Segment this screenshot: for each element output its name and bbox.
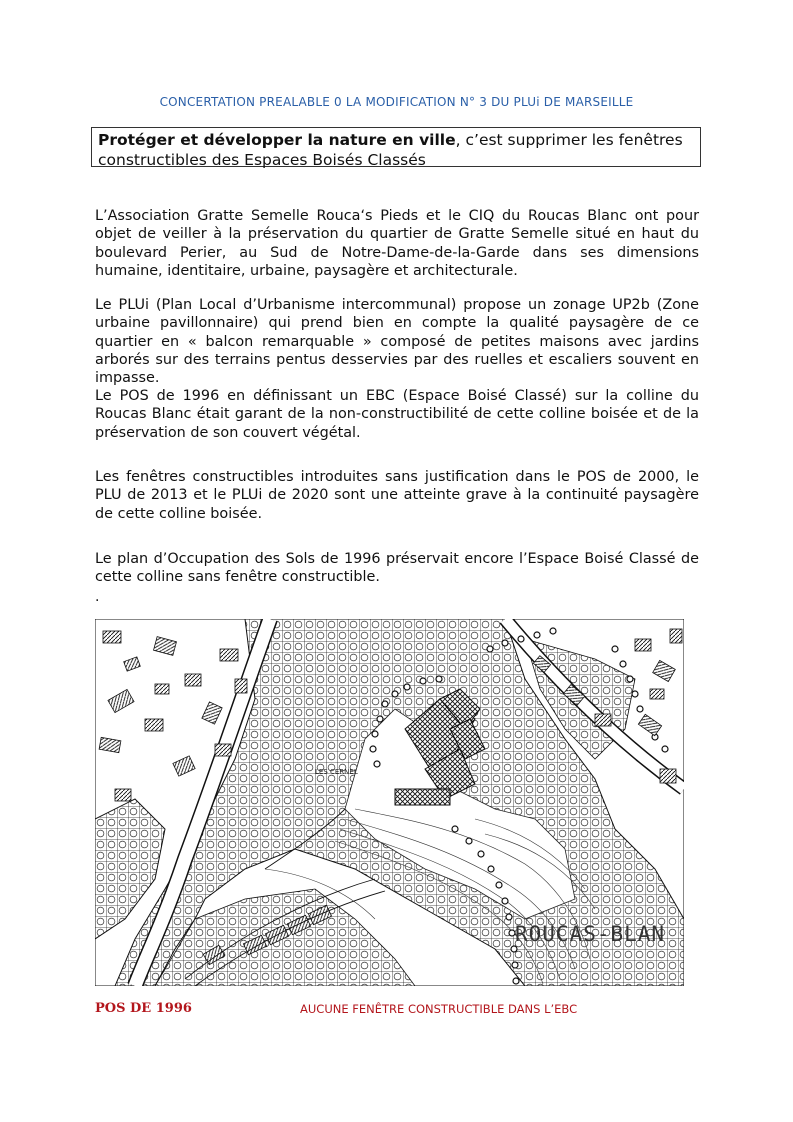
map-small-label: LES CERNEL (315, 768, 358, 776)
title-box (91, 127, 701, 167)
paragraph-association: L’Association Gratte Semelle Rouca‘s Pieds et le CIQ du Roucas Blanc ont pour objet de veiller à la préservation du quartier de Gratte Semelle situé en haut du boulevard Perier, au Sud de Notre-Dame-de-la-Garde dans ses dimensions humaine, identitaire, urbaine, paysagère et architecturale. (95, 208, 699, 279)
caption-no-window: AUCUNE FENÊTRE CONSTRUCTIBLE DANS L’EBC (300, 1002, 578, 1016)
document-header: CONCERTATION PREALABLE 0 LA MODIFICATION N° 3 DU PLUi DE MARSEILLE (159, 95, 634, 109)
paragraph-fenetres: Les fenêtres constructibles introduites sans justification dans le POS de 2000, le PLU de 2013 et le PLUi de 2020 sont une atteinte grave à la continuité paysagère de cette colline boisée. (95, 469, 699, 522)
title-bold: Protéger et développer la nature en ville (98, 131, 456, 149)
title-rest: , c’est supprimer les fenêtres constructibles des Espaces Boisés Classés (98, 131, 683, 169)
paragraph-pos-1996: Le POS de 1996 en définissant un EBC (Espace Boisé Classé) sur la colline du Roucas Blanc était garant de la non-constructibilité de cette colline boisée et de la préservation de son couvert végétal. (95, 388, 699, 441)
map-roucas-label: ROUCAS-BLAN (515, 922, 666, 946)
caption-pos-1996: POS DE 1996 (95, 1001, 192, 1016)
stray-dot: . (95, 589, 100, 605)
paragraph-plui: Le PLUi (Plan Local d’Urbanisme intercommunal) propose un zonage UP2b (Zone urbaine pavillonnaire) qui prend bien en compte la qualité paysagère de ce quartier en « balcon remarquable » composé de petites maisons avec jardins arborés sur des terrains pentus desservies par des ruelles et escaliers souvent en impasse. (95, 297, 699, 387)
paragraph-plan-occupation: Le plan d’Occupation des Sols de 1996 préservait encore l’Espace Boisé Classé de cette colline sans fenêtre constructible. (95, 551, 699, 586)
pos-1996-map (95, 619, 684, 986)
